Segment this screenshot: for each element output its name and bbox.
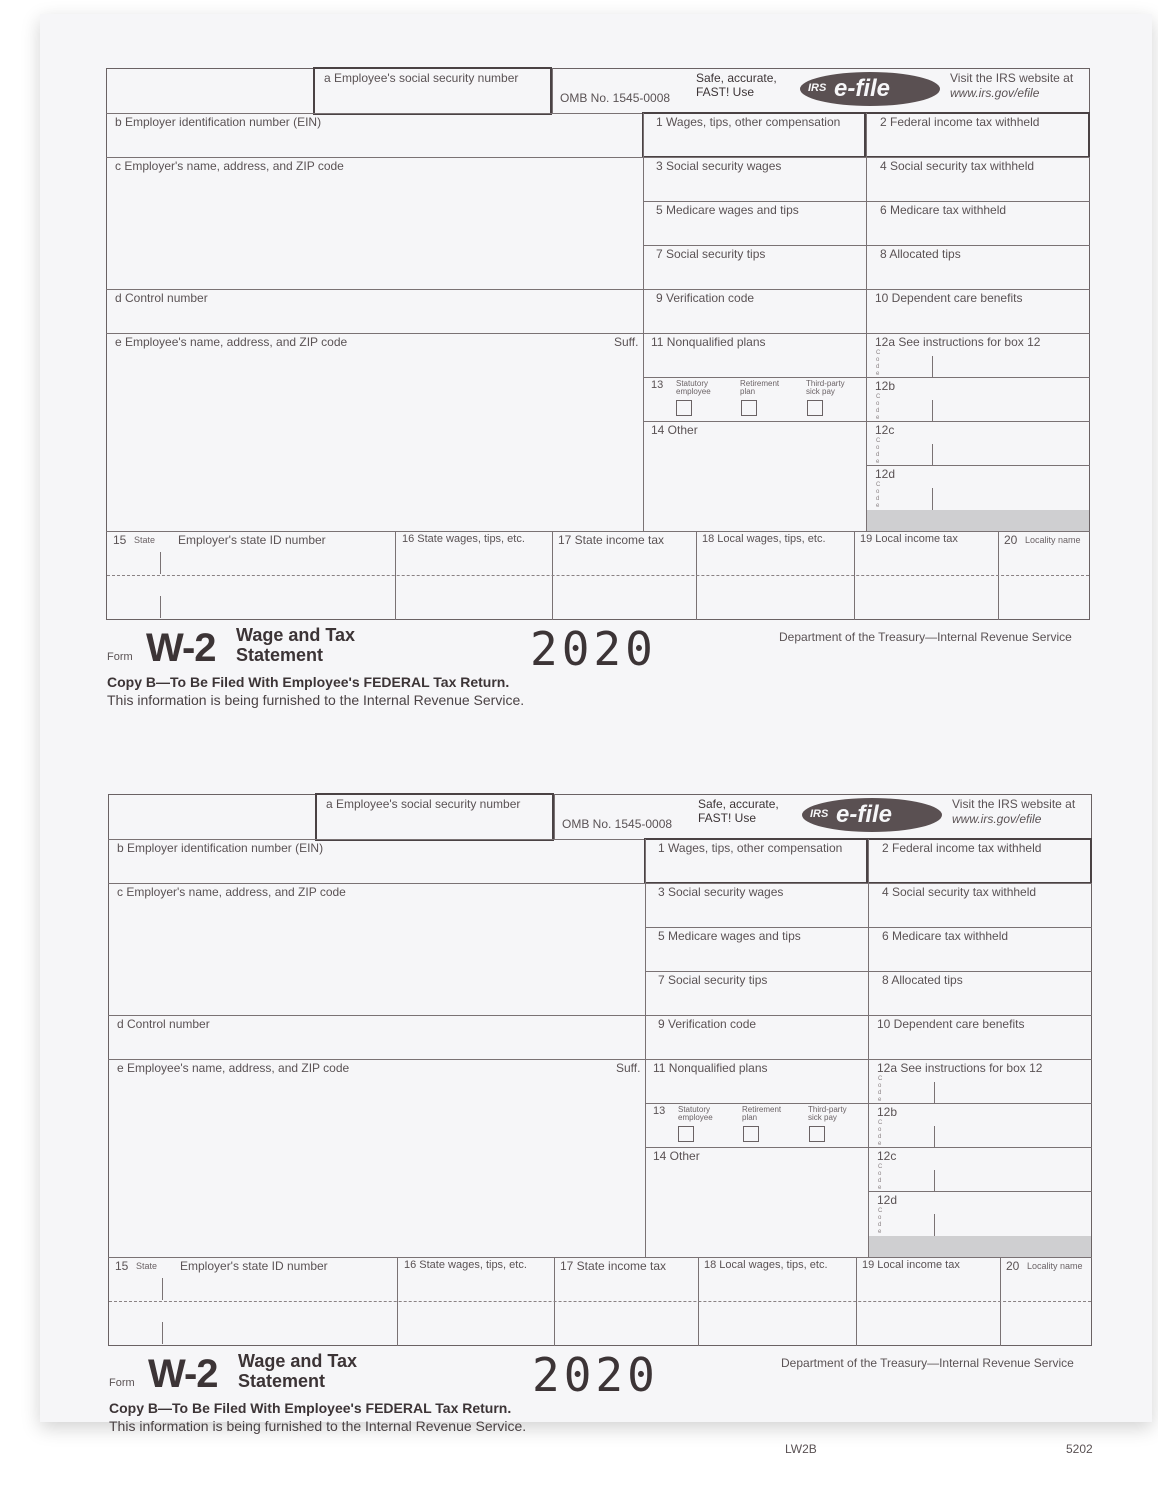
box-1-label: 1 Wages, tips, other compensation <box>656 115 841 129</box>
box-8-label: 8 Allocated tips <box>882 973 963 987</box>
form-word: Form <box>109 1377 135 1389</box>
box-b-label: b Employer identification number (EIN) <box>117 841 324 855</box>
irs-visit-text: Visit the IRS website at <box>952 797 1076 811</box>
omb-number: OMB No. 1545-0008 <box>560 91 671 105</box>
form-title-line-1: Wage and Tax <box>238 1351 358 1371</box>
divider <box>932 488 933 510</box>
efile-safe-text: Safe, accurate, <box>698 797 779 811</box>
form-word: Form <box>107 651 133 663</box>
divider <box>108 1257 1092 1258</box>
box-12c-label: 12c <box>877 1149 897 1163</box>
box-16-label: 16 State wages, tips, etc. <box>404 1259 527 1271</box>
divider <box>643 201 1090 202</box>
box-a-label: a Employee's social security number <box>326 797 521 811</box>
box-11-label: 11 Nonqualified plans <box>653 1061 768 1075</box>
box-3-label: 3 Social security wages <box>658 885 784 899</box>
w2-form-bottom <box>2 740 1158 1456</box>
box-9-label: 9 Verification code <box>658 1017 757 1031</box>
divider <box>934 1214 935 1236</box>
divider <box>108 1059 1092 1060</box>
suffix-label: Suff. <box>616 1061 641 1075</box>
box-19-label: 19 Local income tax <box>860 533 958 545</box>
box-a-label: a Employee's social security number <box>324 71 519 85</box>
box-b-label: b Employer identification number (EIN) <box>115 115 322 129</box>
box-12d-label: 12d <box>875 467 896 481</box>
employer-state-id-label: Employer's state ID number <box>178 533 326 547</box>
box-12d-label: 12d <box>877 1193 898 1207</box>
form-title-line-1: Wage and Tax <box>236 625 356 645</box>
box-9-label: 9 Verification code <box>656 291 755 305</box>
thirdparty-label-2: sick pay <box>806 387 835 396</box>
box-18-label: 18 Local wages, tips, etc. <box>704 1259 828 1271</box>
tax-year: 2020 <box>532 1348 659 1402</box>
box-13-label: 13 <box>651 379 664 391</box>
divider <box>160 552 161 574</box>
efile-irs-text: IRS <box>810 808 829 820</box>
irs-efile-url: www.irs.gov/efile <box>952 812 1042 826</box>
thirdparty-label-2: sick pay <box>808 1113 837 1122</box>
box-2-label: 2 Federal income tax withheld <box>882 841 1042 855</box>
retirement-label-2: plan <box>740 387 756 396</box>
statutory-label-2: employee <box>676 387 711 396</box>
retirement-label-1: Retirement <box>740 379 780 388</box>
irs-visit-text: Visit the IRS website at <box>950 71 1074 85</box>
divider <box>162 1322 163 1344</box>
box-19-label: 19 Local income tax <box>862 1259 960 1271</box>
irs-efile-logo <box>800 72 940 106</box>
box-15-label: 15 <box>113 533 127 547</box>
box-10-label: 10 Dependent care benefits <box>877 1017 1025 1031</box>
box-1-label: 1 Wages, tips, other compensation <box>658 841 843 855</box>
box-12b-label: 12b <box>875 379 896 393</box>
divider <box>160 596 161 618</box>
box-20-label: 20 <box>1004 533 1018 547</box>
statutory-employee-checkbox[interactable] <box>678 1126 694 1142</box>
divider <box>554 794 555 840</box>
box-c-label: c Employer's name, address, and ZIP code <box>115 159 344 173</box>
divider <box>106 157 1090 158</box>
box-7-label: 7 Social security tips <box>658 973 768 987</box>
locality-name-label: Locality name <box>1025 535 1081 545</box>
box-12a-code-label: Code <box>878 1076 883 1103</box>
omb-number: OMB No. 1545-0008 <box>562 817 673 831</box>
treasury-department: Department of the Treasury—Internal Revenue Service <box>781 1356 1074 1370</box>
irs-furnish-notice: This information is being furnished to the Internal Revenue Service. <box>109 1418 527 1434</box>
divider <box>106 531 1090 532</box>
efile-word-text: e-file <box>834 75 891 102</box>
divider <box>868 1191 1092 1192</box>
box-12d-code-label: Code <box>878 1208 883 1235</box>
box-d-label: d Control number <box>115 291 208 305</box>
efile-irs-text: IRS <box>808 82 827 94</box>
box-15-label: 15 <box>115 1259 129 1273</box>
divider <box>645 839 646 1257</box>
box-18-label: 18 Local wages, tips, etc. <box>702 533 826 545</box>
w2-form-top <box>0 14 1158 708</box>
state-row-separator <box>107 575 1089 576</box>
divider <box>645 1147 1092 1148</box>
divider <box>106 333 1090 334</box>
divider <box>868 839 869 1257</box>
divider <box>932 356 933 378</box>
suffix-label: Suff. <box>614 335 639 349</box>
box-14-label: 14 Other <box>651 423 698 437</box>
copy-b-instruction: Copy B—To Be Filed With Employee's FEDERAL Tax Return. <box>109 1400 512 1416</box>
box-12a-code-label: Code <box>876 350 881 377</box>
box-12b-code-label: Code <box>876 394 881 421</box>
statutory-label-1: Statutory <box>676 379 709 388</box>
tax-year: 2020 <box>530 622 657 676</box>
box-17-label: 17 State income tax <box>558 533 665 547</box>
box-c-label: c Employer's name, address, and ZIP code <box>117 885 346 899</box>
retirement-label-2: plan <box>742 1113 758 1122</box>
box-6-label: 6 Medicare tax withheld <box>880 203 1007 217</box>
divider <box>932 400 933 422</box>
divider <box>934 1082 935 1104</box>
box-11-label: 11 Nonqualified plans <box>651 335 766 349</box>
divider <box>645 971 1092 972</box>
box-20-label: 20 <box>1006 1259 1020 1273</box>
divider <box>643 113 644 531</box>
efile-fast-text: FAST! Use <box>698 811 757 825</box>
box-12d-code-label: Code <box>876 482 881 509</box>
divider <box>645 927 1092 928</box>
box-14-label: 14 Other <box>653 1149 700 1163</box>
box-4-label: 4 Social security tax withheld <box>882 885 1037 899</box>
divider <box>934 1126 935 1148</box>
box-12c-code-label: Code <box>876 438 881 465</box>
third-party-sick-pay-checkbox[interactable] <box>807 400 823 416</box>
divider <box>866 113 867 531</box>
footer-form-number: 5202 <box>1066 1442 1093 1456</box>
state-row-separator <box>109 1301 1091 1302</box>
box-12b-code-label: Code <box>878 1120 883 1147</box>
retirement-label-1: Retirement <box>742 1105 782 1114</box>
third-party-sick-pay-checkbox[interactable] <box>809 1126 825 1142</box>
form-w2-title: W-2 <box>146 626 216 670</box>
divider <box>108 883 1092 884</box>
divider <box>866 465 1090 466</box>
divider <box>934 1170 935 1192</box>
divider <box>643 245 1090 246</box>
irs-furnish-notice: This information is being furnished to the Internal Revenue Service. <box>107 692 525 708</box>
state-label: State <box>136 1261 158 1271</box>
form-title-line-2: Statement <box>236 645 324 665</box>
thirdparty-label-1: Third-party <box>808 1105 847 1114</box>
box-6-label: 6 Medicare tax withheld <box>882 929 1009 943</box>
box-12b-label: 12b <box>877 1105 898 1119</box>
box-13-label: 13 <box>653 1105 666 1117</box>
form-w2-title: W-2 <box>148 1352 218 1396</box>
form-title-line-2: Statement <box>238 1371 326 1391</box>
shaded-area <box>867 510 1089 531</box>
irs-efile-logo <box>802 798 942 832</box>
copy-b-instruction: Copy B—To Be Filed With Employee's FEDERAL Tax Return. <box>107 674 510 690</box>
state-label: State <box>134 535 156 545</box>
box-10-label: 10 Dependent care benefits <box>875 291 1023 305</box>
box-17-label: 17 State income tax <box>560 1259 667 1273</box>
retirement-plan-checkbox[interactable] <box>743 1126 759 1142</box>
divider <box>552 68 553 114</box>
box-5-label: 5 Medicare wages and tips <box>658 929 801 943</box>
retirement-plan-checkbox[interactable] <box>741 400 757 416</box>
shaded-area <box>869 1236 1091 1257</box>
thirdparty-label-1: Third-party <box>806 379 845 388</box>
box-12a-label: 12a See instructions for box 12 <box>877 1061 1043 1075</box>
box-16-label: 16 State wages, tips, etc. <box>402 533 525 545</box>
efile-fast-text: FAST! Use <box>696 85 755 99</box>
divider <box>108 1015 1092 1016</box>
box-2-label: 2 Federal income tax withheld <box>880 115 1040 129</box>
efile-safe-text: Safe, accurate, <box>696 71 777 85</box>
box-12a-label: 12a See instructions for box 12 <box>875 335 1041 349</box>
statutory-employee-checkbox[interactable] <box>676 400 692 416</box>
statutory-label-1: Statutory <box>678 1105 711 1114</box>
box-12c-label: 12c <box>875 423 895 437</box>
divider <box>645 1103 1092 1104</box>
employer-state-id-label: Employer's state ID number <box>180 1259 328 1273</box>
box-e-label: e Employee's name, address, and ZIP code <box>117 1061 350 1075</box>
divider <box>932 444 933 466</box>
statutory-label-2: employee <box>678 1113 713 1122</box>
divider <box>643 377 1090 378</box>
box-e-label: e Employee's name, address, and ZIP code <box>115 335 348 349</box>
box-8-label: 8 Allocated tips <box>880 247 961 261</box>
divider <box>162 1278 163 1300</box>
divider <box>106 289 1090 290</box>
box-4-label: 4 Social security tax withheld <box>880 159 1035 173</box>
box-12c-code-label: Code <box>878 1164 883 1191</box>
box-7-label: 7 Social security tips <box>656 247 766 261</box>
box-d-label: d Control number <box>117 1017 210 1031</box>
irs-efile-url: www.irs.gov/efile <box>950 86 1040 100</box>
divider <box>643 421 1090 422</box>
efile-word-text: e-file <box>836 801 893 828</box>
locality-name-label: Locality name <box>1027 1261 1083 1271</box>
treasury-department: Department of the Treasury—Internal Revenue Service <box>779 630 1072 644</box>
box-5-label: 5 Medicare wages and tips <box>656 203 799 217</box>
footer-form-code: LW2B <box>785 1442 817 1456</box>
box-3-label: 3 Social security wages <box>656 159 782 173</box>
